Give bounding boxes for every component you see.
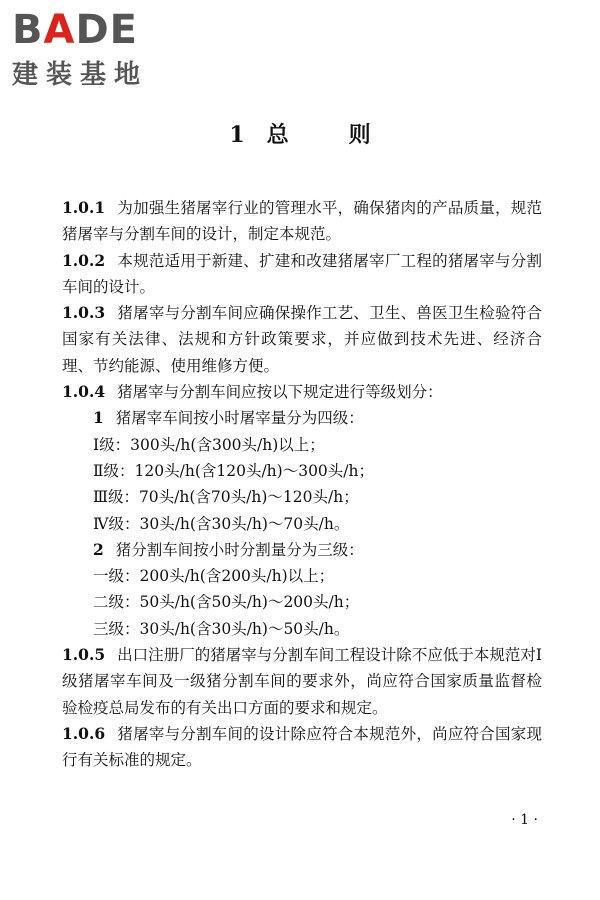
- logo-accent-letter: A: [43, 7, 76, 53]
- logo-subtitle: 建装基地: [12, 60, 149, 90]
- clause-text: 猪屠宰与分割车间应按以下规定进行等级划分：: [117, 383, 443, 402]
- clause-number: 1.0.5: [62, 645, 106, 665]
- logo-wordmark: BADE: [12, 7, 138, 53]
- item-number: 1: [93, 408, 104, 428]
- item-text: 猪分割车间按小时分割量分为三级：: [115, 540, 364, 559]
- publisher-logo: [12, 7, 182, 91]
- chapter-title: [0, 118, 600, 149]
- slaughter-level-3: Ⅲ级：70头/h(含70头/h)～120头/h；: [93, 488, 359, 507]
- clause-1-0-6: [62, 721, 542, 774]
- clause-number: 1.0.3: [62, 303, 106, 323]
- chapter-title-char-1: 总: [266, 122, 289, 148]
- grading-item-2: [62, 537, 542, 563]
- clause-text: 本规范适用于新建、扩建和改建猪屠宰厂工程的猪屠宰与分割车间的设计。: [62, 251, 542, 296]
- clause-1-0-4: [62, 379, 542, 405]
- slaughter-level-1: Ⅰ级：300头/h(含300头/h)以上；: [93, 435, 325, 454]
- slaughter-level-2: Ⅱ级：120头/h(含120头/h)～300头/h；: [93, 461, 374, 480]
- clause-number: 1.0.6: [62, 723, 106, 743]
- cutting-level-2: 二级：50头/h(含50头/h)～200头/h；: [93, 593, 360, 612]
- clause-text: 猪屠宰与分割车间的设计除应符合本规范外，尚应符合国家现行有关标准的规定。: [62, 724, 542, 770]
- item-number: 2: [93, 539, 104, 559]
- clause-1-0-3: [62, 300, 542, 379]
- clause-1-0-1: [62, 195, 542, 248]
- slaughter-level-4: Ⅳ级：30头/h(含30头/h)～70头/h。: [93, 514, 350, 533]
- chapter-body: [62, 195, 542, 774]
- clause-number: 1.0.4: [62, 382, 106, 402]
- chapter-title-char-2: 则: [348, 122, 371, 148]
- clause-1-0-5: [62, 642, 542, 721]
- item-text: 猪屠宰车间按小时屠宰量分为四级：: [115, 409, 364, 428]
- clause-number: 1.0.2: [62, 250, 106, 270]
- cutting-level-3: 三级：30头/h(含30头/h)～50头/h。: [93, 619, 350, 638]
- clause-number: 1.0.1: [62, 198, 106, 217]
- cutting-level-1: 一级：200头/h(含200头/h)以上；: [93, 567, 335, 586]
- chapter-number: 1: [229, 122, 245, 148]
- clause-text: 出口注册厂的猪屠宰与分割车间工程设计除不应低于本规范对Ⅰ级猪屠宰车间及一级猪分割车间的要求外，尚应符合国家质量监督检验检疫总局发布的有关出口方面的要求和规定。: [62, 646, 542, 717]
- clause-text: 为加强生猪屠宰行业的管理水平，确保猪肉的产品质量，规范猪屠宰与分割车间的设计，制定本规范。: [62, 199, 542, 244]
- clause-1-0-2: [62, 248, 542, 301]
- grading-item-1: [62, 405, 542, 431]
- page-number: · 1 ·: [511, 812, 538, 828]
- clause-text: 猪屠宰与分割车间应确保操作工艺、卫生、兽医卫生检验符合国家有关法律、法规和方针政策要求，并应做到技术先进、经济合理、节约能源、使用维修方便。: [62, 304, 542, 375]
